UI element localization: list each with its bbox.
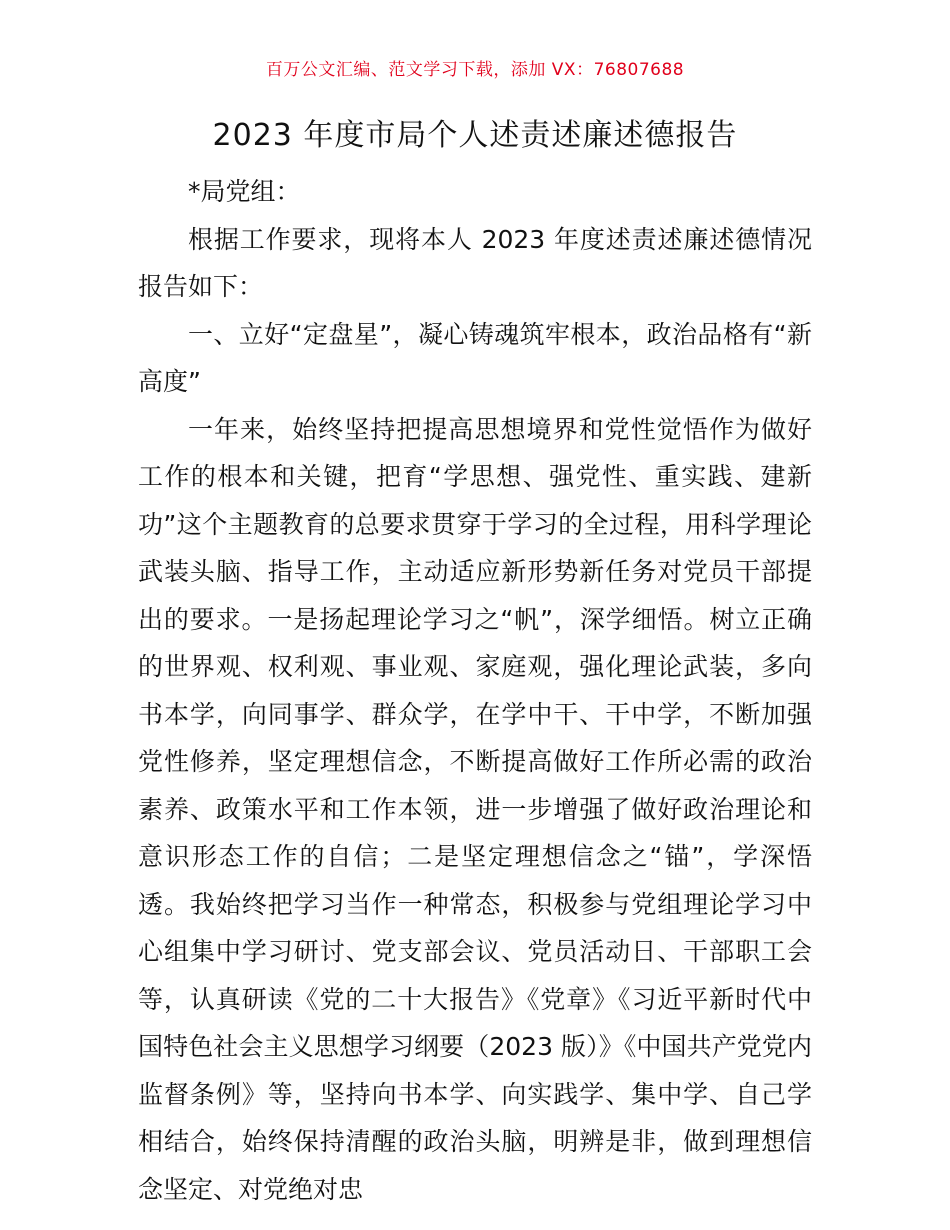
document-body xyxy=(138,168,812,1213)
paragraph-intro: 根据工作要求，现将本人 2023 年度述责述廉述德情况报告如下： xyxy=(138,224,812,301)
paragraph-body-1: 一年来，始终坚持把提高思想境界和党性觉悟作为做好工作的根本和关键，把育“学思想、强党性、重实践、建新功”这个主题教育的总要求贯穿于学习的全过程，用科学理论武装头脑、指导工作，主动适应新形势新任务对党员干部提出的要求。一是扬起理论学习之“帆”，深学细悟。树立正确的世界观、权利观、事业观、家庭观，强化理论武装，多向书本学，向同事学、群众学，在学中干、干中学，不断加强党性修养，坚定理想信念，不断提高做好工作所必需的政治素养、政策水平和工作本领，进一步增强了做好政治理论和意识形态工作的自信；二是坚定理想信念之“锚”，学深悟透。我始终把学习当作一种常态，积极参与党组理论学习中心组集中学习研讨、党支部会议、党员活动日、干部职工会等，认真研读《党的二十大报告》《党章》《习近平新时代中国特色社会主义思想学习纲要（2023 版）》《中国共产党党内监督条例》等，坚持向书本学、向实践学、集中学、自己学相结合，始终保持清醒的政治头脑，明辨是非，做到理想信念坚定、对党绝对忠 xyxy=(138,414,812,1204)
section-heading-1: 一、立好“定盘星”，凝心铸魂筑牢根本，政治品格有“新高度” xyxy=(138,319,812,396)
header-watermark-note: 百万公文汇编、范文学习下载，添加 VX：76807688 xyxy=(265,60,685,80)
salutation: *局党组： xyxy=(188,177,301,206)
document-title: 2023 年度市局个人述责述廉述德报告 xyxy=(212,118,738,153)
